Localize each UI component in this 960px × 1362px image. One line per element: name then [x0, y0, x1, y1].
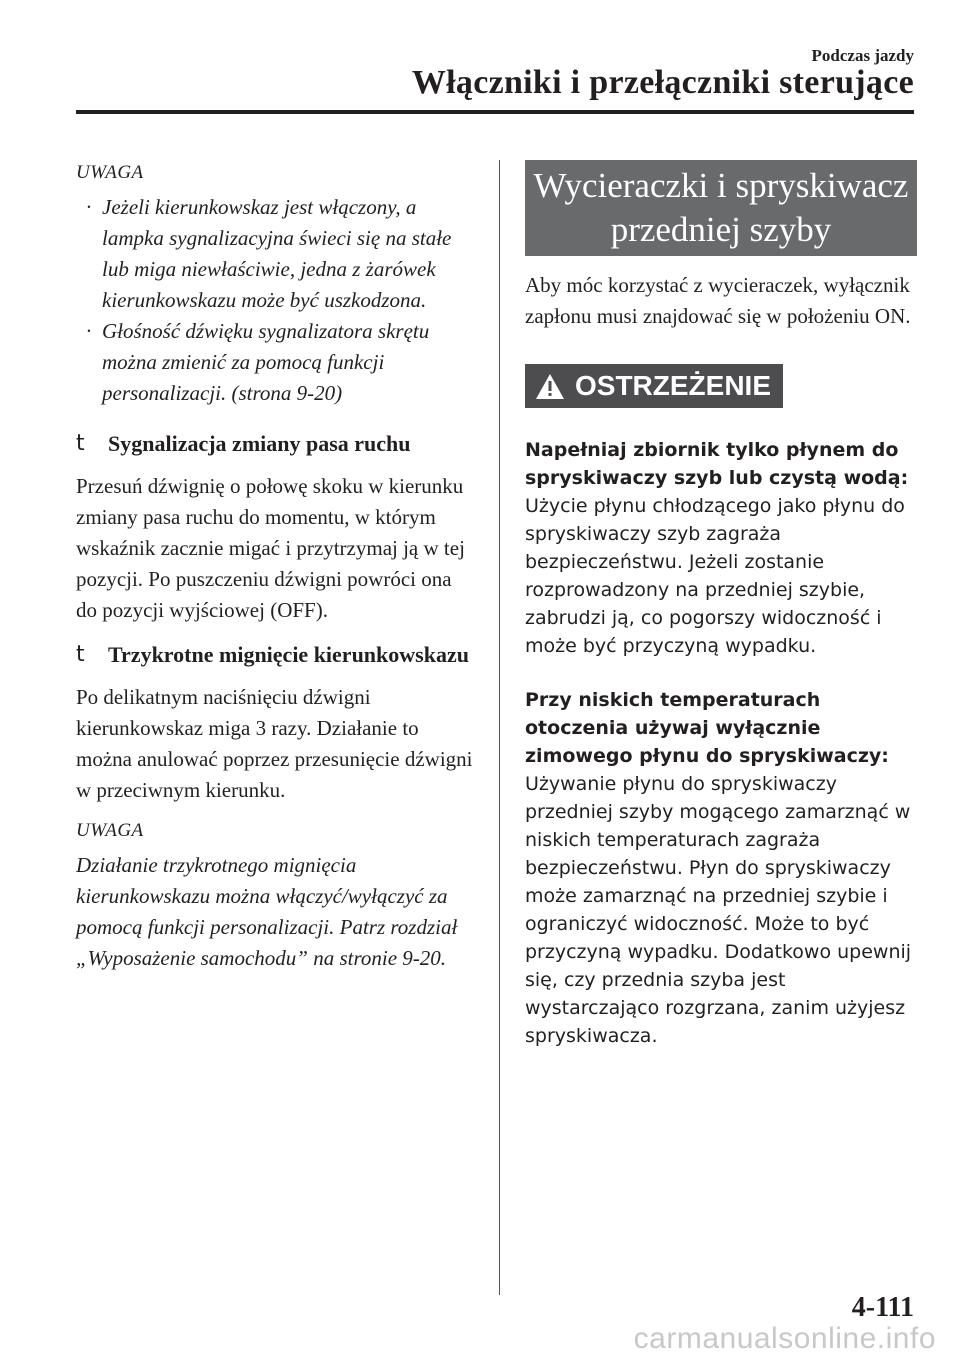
- note-list: [76, 192, 476, 409]
- note-label: UWAGA: [76, 162, 144, 183]
- bullet-icon: ·: [86, 319, 92, 343]
- section-title-line1: Wycieraczki i spryskiwacz: [533, 166, 909, 205]
- left-column: [76, 162, 476, 974]
- note-item-text: Jeżeli kierunkowskaz jest włączony, a lampka sygnalizacyjna świeci się na stałe lub miga niewłaściwie, jedna z żarówek kierunkowskazu może być uszkodzona.: [102, 195, 452, 312]
- warning-label: OSTRZEŻENIE: [575, 370, 772, 401]
- note-text: Działanie trzykrotnego mignięcia kierunkowskazu można włączyć/wyłączyć za pomocą funkcji personalizacji. Patrz rozdział „Wyposażenie samochodu” na stronie 9-20.: [76, 853, 458, 970]
- triple-flash-paragraph: Po delikatnym naciśnięciu dźwigni kierunkowskaz miga 3 razy. Działanie to można anulować poprzez przesunięcie dźwigni w przeciwnym kierunku.: [76, 685, 473, 802]
- column-divider: [499, 160, 500, 1295]
- bullet-icon: ·: [86, 195, 92, 219]
- warning-block: [525, 686, 917, 1050]
- page-title: Włączniki i przełączniki sterujące: [411, 64, 914, 101]
- section-title-line2: przedniej szyby: [610, 210, 832, 249]
- lane-change-paragraph: Przesuń dźwignię o połowę skoku w kierunku zmiany pasa ruchu do momentu, w którym wskaźnik zacznie migać i przytrzymaj ją w tej pozycji. Po puszczeniu dźwigni powróci ona do pozycji wyjściowej (OFF).: [76, 474, 465, 622]
- warning-title: Napełniaj zbiornik tylko płynem do spryskiwaczy szyb lub czystą wodą:: [525, 439, 909, 489]
- sub-heading-lane-change: [76, 429, 476, 459]
- note-item-text: Głośność dźwięku sygnalizatora skrętu można zmienić za pomocą funkcji personalizacji. (strona 9-20): [102, 319, 430, 405]
- warning-block: [525, 436, 917, 660]
- sub-heading-text: Sygnalizacja zmiany pasa ruchu: [108, 431, 411, 456]
- section-marker-icon: t: [76, 642, 85, 667]
- sub-heading-text: Trzykrotne mignięcie kierunkowskazu: [108, 642, 469, 667]
- warning-text: Używanie płynu do spryskiwaczy przedniej szyby mogącego zamarznąć w niskich temperaturach zagraża bezpieczeństwu. Płyn do spryskiwaczy może zamarznąć na przedniej szybie i ograniczyć widoczność. Może to być przyczyną wypadku. Dodatkowo upewnij się, czy przednia szyba jest wystarczająco rozgrzana, zanim użyjesz spryskiwacza.: [525, 773, 912, 1047]
- note-item: [76, 192, 476, 316]
- header-subtitle: Podczas jazdy: [811, 46, 914, 65]
- right-column: [525, 160, 917, 1076]
- section-banner: [525, 160, 917, 256]
- warning-text: Użycie płynu chłodzącego jako płynu do spryskiwaczy szyb zagraża bezpieczeństwu. Jeżeli zostanie rozprowadzony na przedniej szybie, zabrudzi ją, co pogorszy widoczność i może być przyczyną wypadku.: [525, 495, 905, 657]
- section-marker-icon: t: [76, 431, 85, 456]
- header-rule: [76, 110, 914, 114]
- note-item: [76, 316, 476, 409]
- warning-title: Przy niskich temperaturach otoczenia używaj wyłącznie zimowego płynu do spryskiwaczy:: [525, 689, 889, 767]
- sub-heading-triple-flash: [76, 640, 476, 670]
- warning-badge: [525, 364, 783, 408]
- note-label: UWAGA: [76, 820, 144, 841]
- page-number: 4-111: [851, 1292, 914, 1323]
- intro-paragraph: Aby móc korzystać z wycieraczek, wyłącznik zapłonu musi znajdować się w położeniu ON.: [525, 273, 911, 328]
- warning-triangle-icon: [535, 373, 565, 400]
- watermark: carmanualsonline.info: [633, 1322, 936, 1355]
